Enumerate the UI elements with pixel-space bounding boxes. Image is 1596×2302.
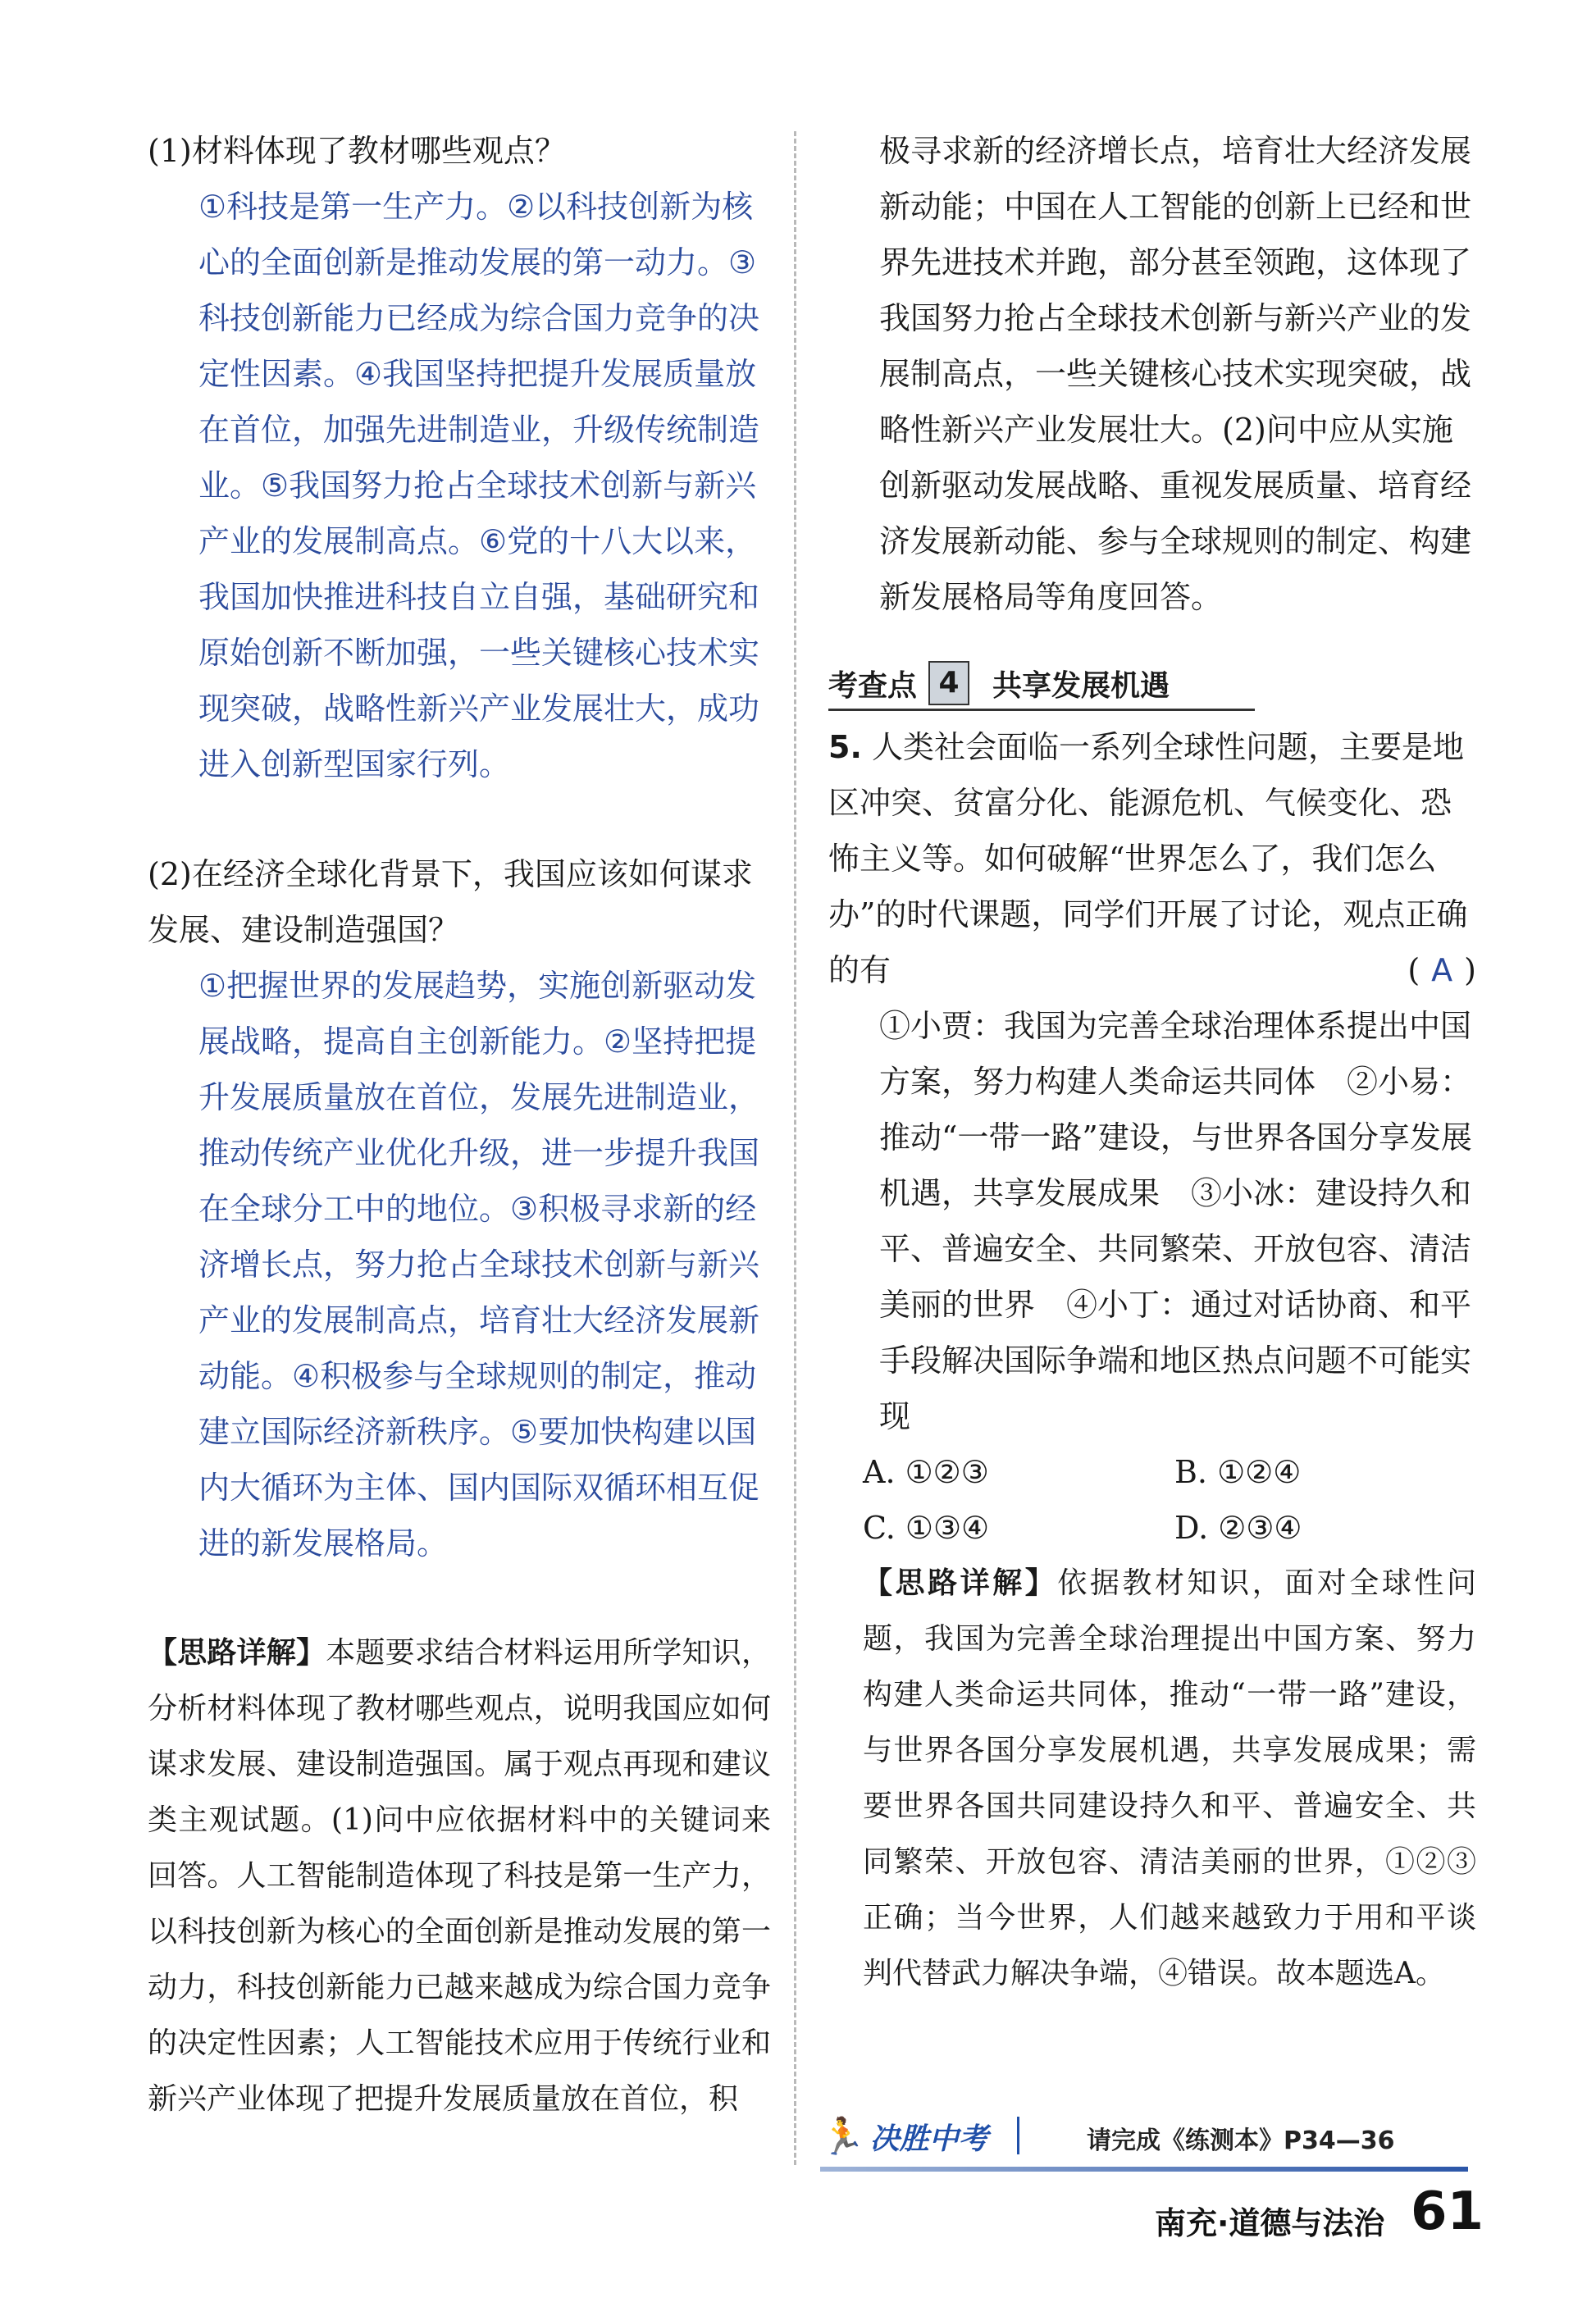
option-c: C. ①③④ xyxy=(863,1510,990,1546)
page-number: 61 xyxy=(1411,2181,1484,2242)
book-title: 南充·道德与法治 xyxy=(1155,2205,1385,2241)
section-number: 4 xyxy=(928,661,969,705)
option-a: A. ①②③ xyxy=(863,1454,989,1490)
answer-options xyxy=(828,1444,1476,1556)
column-divider xyxy=(794,131,796,2165)
runner-icon: 🏃 xyxy=(820,2116,865,2158)
question-5-stem: 人类社会面临一系列全球性问题，主要是地区冲突、贫富分化、能源危机、气候变化、恐怖主义等。如何破解“世界怎么了，我们怎么办”的时代课题，同学们开展了讨论，观点正确的有 xyxy=(828,729,1468,988)
section-title: 共享发展机遇 xyxy=(992,668,1170,703)
option-d: D. ②③④ xyxy=(1174,1510,1302,1546)
explanation-text: 依据教材知识，面对全球性问题，我国为完善全球治理提出中国方案、努力构建人类命运共同体，推动“一带一路”建设，与世界各国分享发展机遇，共享发展成果；需要世界各国共同建设持久和平、普遍安全、共同繁荣、开放包容、清洁美丽的世界，①②③正确；当今世界，人们越来越致力于用和平谈判代替武力解决争端，④错误。故本题选A。 xyxy=(863,1566,1476,1990)
explanation-block-left xyxy=(148,1625,771,2127)
footer-logo-text: 决胜中考 xyxy=(869,2122,988,2156)
answer-2: ①把握世界的发展趋势，实施创新驱动发展战略，提高自主创新能力。②坚持把提升发展质量放在首位，发展先进制造业，推动传统产业优化升级，进一步提升我国在全球分工中的地位。③积极寻求新的经济增长点，努力抢占全球技术创新与新兴产业的发展制高点，培育壮大经济发展新动能。④积极参与全球规则的制定，推动建立国际经济新秩序。⑤要加快构建以国内大循环为主体、国内国际双循环相互促进的新发展格局。 xyxy=(198,968,760,1561)
question-5-statements: ①小贾：我国为完善全球治理体系提出中国方案，努力构建人类命运共同体 ②小易：推动“一带一路”建设，与世界各国分享发展机遇，共享发展成果 ③小冰：建设持久和平、普遍安全、共同繁荣、开放包容、清洁美丽的世界 ④小丁：通过对话协商、和平手段解决国际争端和地区热点问题不可能实现 xyxy=(879,1008,1472,1434)
explanation-tag: 【思路详解】 xyxy=(863,1566,1058,1600)
footer-rule xyxy=(820,2167,1468,2172)
option-b: B. ①②④ xyxy=(1174,1454,1302,1490)
question-5 xyxy=(828,719,1476,998)
explanation-continued: 极寻求新的经济增长点，培育壮大经济发展新动能；中国在人工智能的创新上已经和世界先进技术并跑，部分甚至领跑，这体现了我国努力抢占全球技术创新与新兴产业的发展制高点，一些关键核心技术实现突破，战略性新兴产业发展壮大。(2)问中应从实施创新驱动发展战略、重视发展质量、培育经济发展新动能、参与全球规则的制定、构建新发展格局等角度回答。 xyxy=(879,133,1472,615)
section-header xyxy=(828,658,1255,711)
question-number: 5. xyxy=(828,729,862,765)
footer-logo xyxy=(820,2112,1025,2161)
left-column xyxy=(148,123,771,2127)
answer-choice: A xyxy=(1431,952,1453,988)
answer-1: ①科技是第一生产力。②以科技创新为核心的全面创新是推动发展的第一动力。③科技创新能力已经成为综合国力竞争的决定性因素。④我国坚持把提升发展质量放在首位，加强先进制造业，升级传统制造业。⑤我国努力抢占全球技术创新与新兴产业的发展制高点。⑥党的十八大以来，我国加快推进科技自立自强，基础研究和原始创新不断加强，一些关键核心技术实现突破，战略性新兴产业发展壮大，成功进入创新型国家行列。 xyxy=(198,189,760,782)
question-2-prompt: (2)在经济全球化背景下，我国应该如何谋求发展、建设制造强国？ xyxy=(148,856,753,948)
explanation-text: 本题要求结合材料运用所学知识，分析材料体现了教材哪些观点，说明我国应如何谋求发展、建设制造强国。属于观点再现和建议类主观试题。(1)问中应依据材料中的关键词来回答。人工智能制造体现了科技是第一生产力，以科技创新为核心的全面创新是推动发展的第一动力，科技创新能力已越来越成为综合国力竞争的决定性因素；人工智能技术应用于传统行业和新兴产业体现了把提升发展质量放在首位，积 xyxy=(148,1636,771,2116)
explanation-tag: 【思路详解】 xyxy=(148,1636,326,1670)
footer-reference: 请完成《练测本》P34—36 xyxy=(1087,2127,1395,2155)
section-label: 考查点 xyxy=(828,668,918,703)
question-1-prompt: (1)材料体现了教材哪些观点？ xyxy=(148,133,566,169)
answer-bracket: ( A ) xyxy=(1407,952,1476,988)
explanation-block-right xyxy=(828,1556,1476,2002)
right-column xyxy=(828,123,1476,2002)
